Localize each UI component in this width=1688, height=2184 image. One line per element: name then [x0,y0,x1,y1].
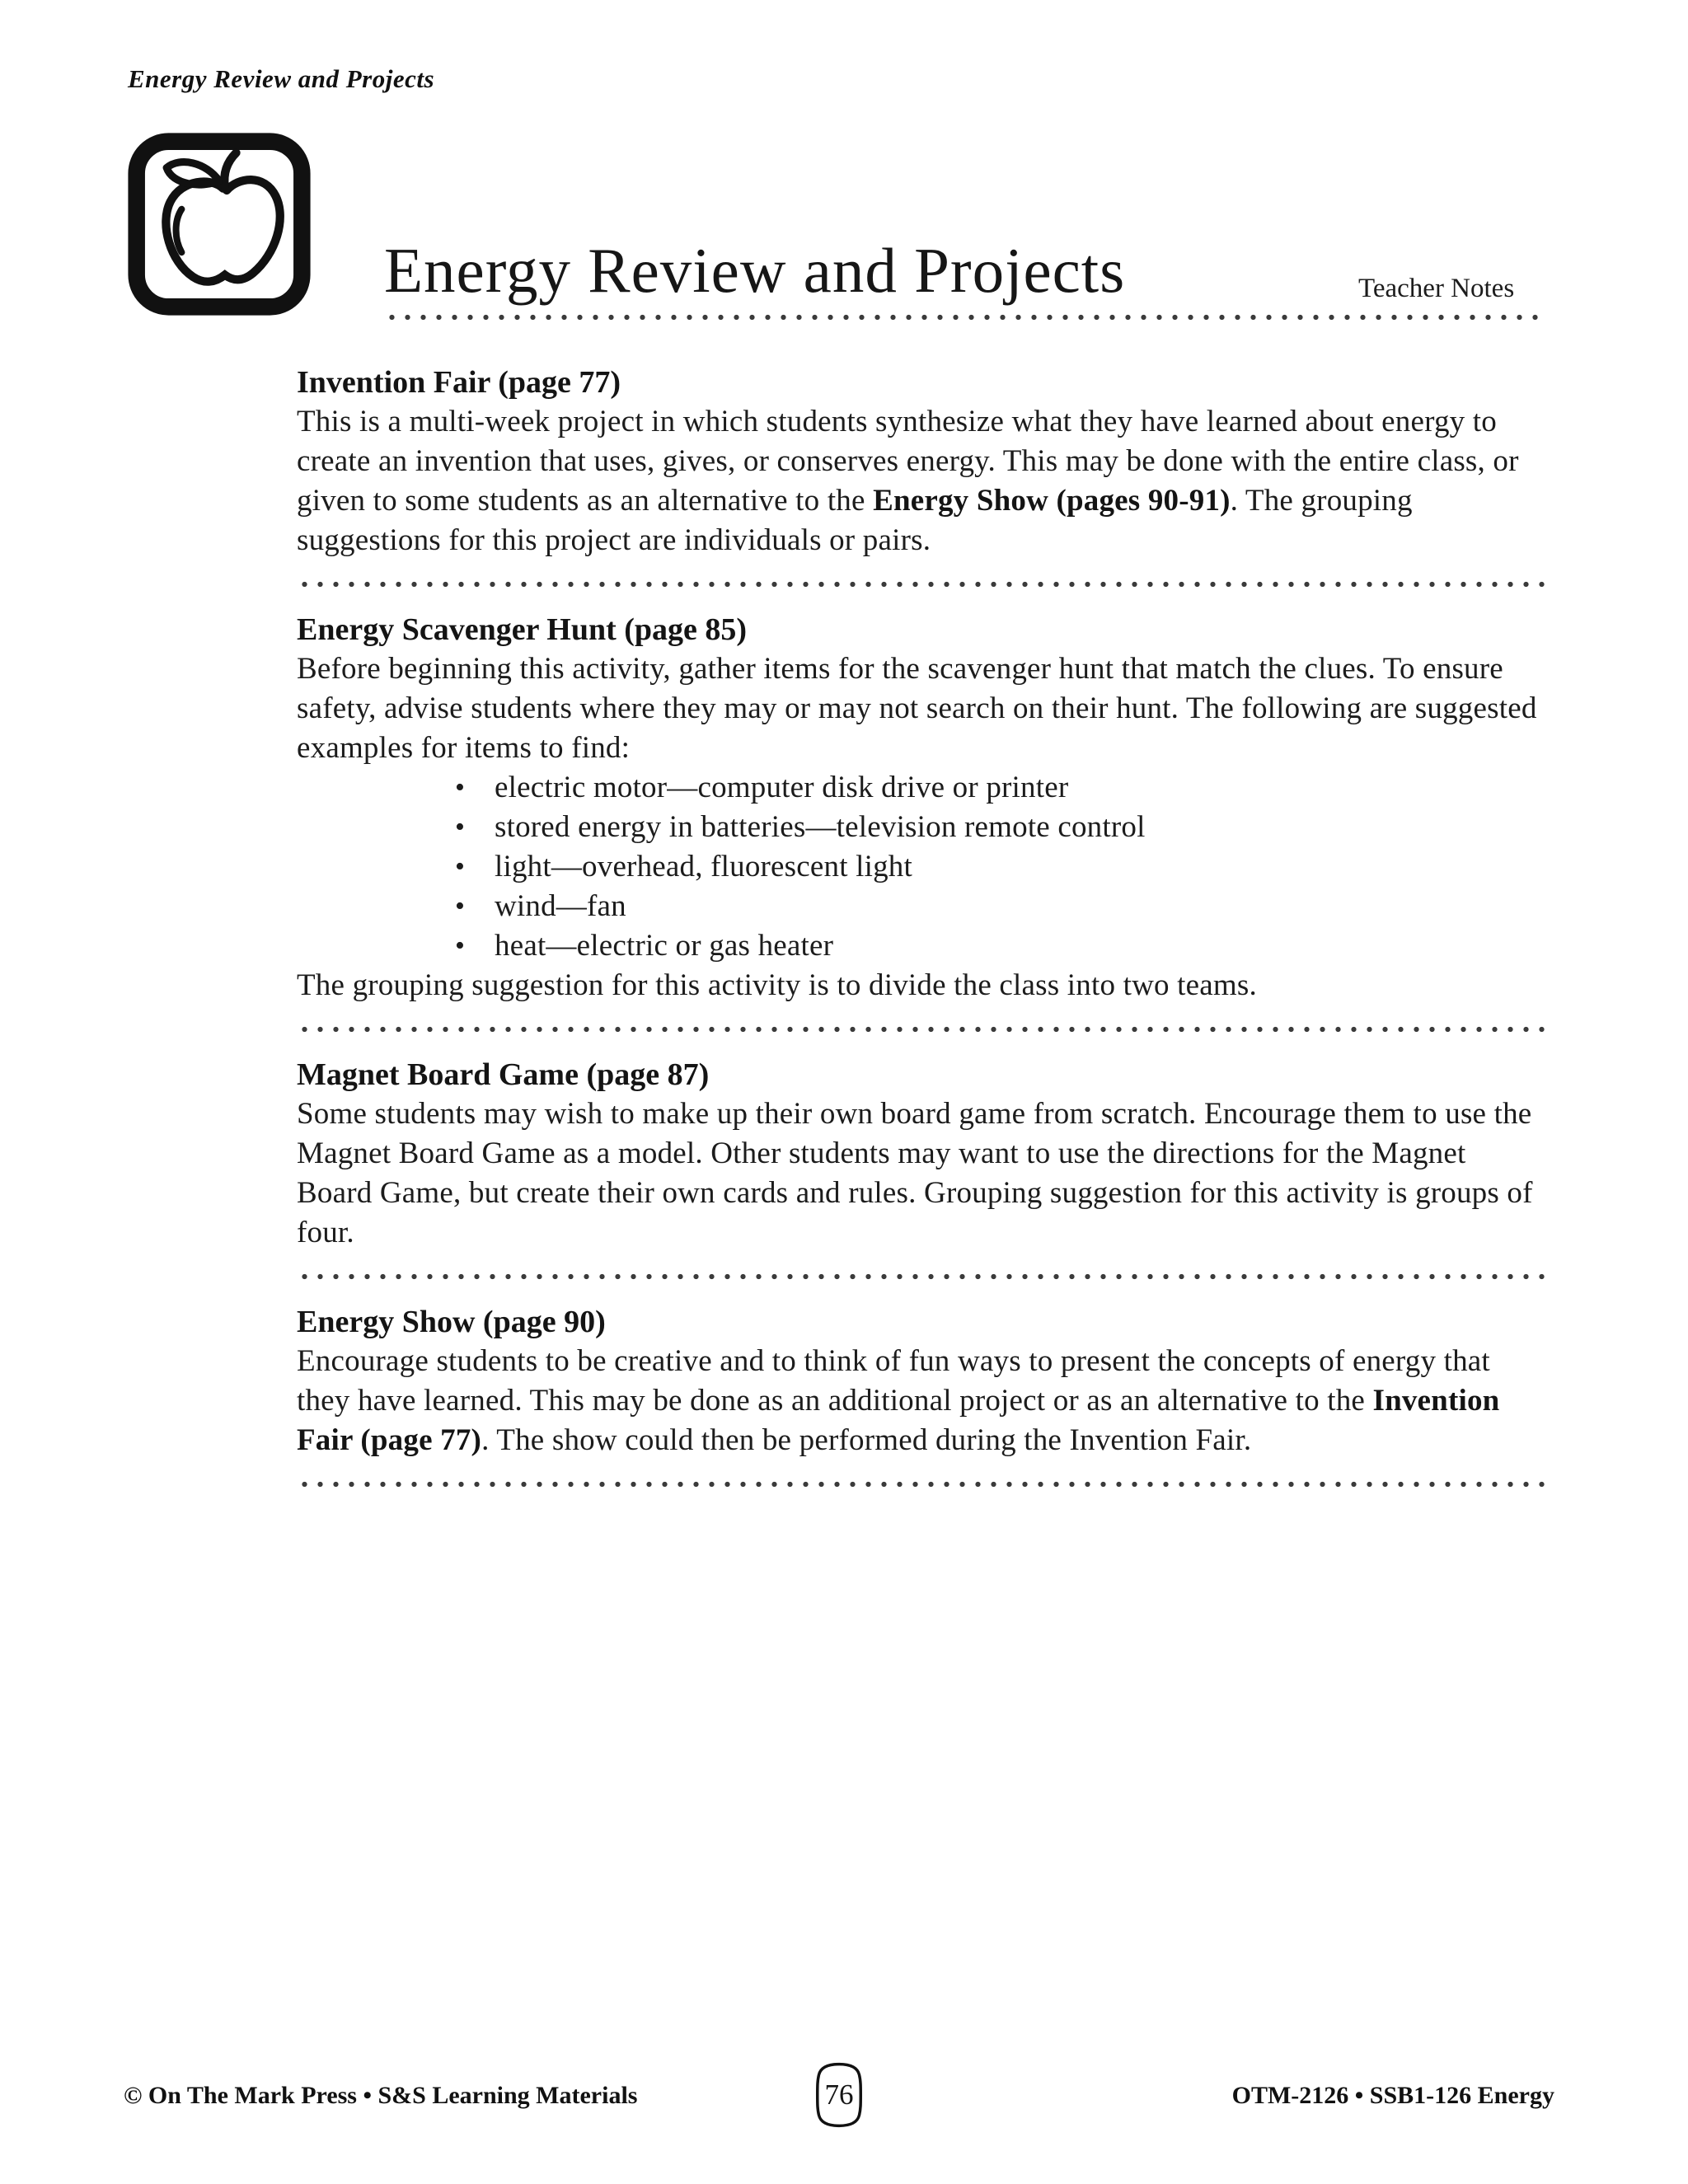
bullet-item [297,847,1546,887]
text-run: This is a multi-week project in which students synthesize what they have learned about energy to create an invention that uses, gives, or conserves energy. This may be done with the entire class, or given to some students as an alternative to the [297,405,1519,518]
text-run: Some students may wish to make up their own board game from scratch. Encourage them to use the Magnet Board Game as a model. Other students may want to use the directions for the Magnet Board Game, but create their own cards and rules. Grouping suggestion for this activity is groups of four. [297,1097,1533,1249]
bullet-text: electric motor—computer disk drive or printer [495,771,1069,804]
section-paragraph [297,649,1546,768]
section-energy-scavenger-hunt [297,610,1546,1005]
section-divider [297,1025,1546,1033]
section-paragraph [297,402,1546,560]
text-run: . The grouping suggestions for this project are individuals or pairs. [297,484,1413,557]
bullet-text: wind—fan [495,889,626,923]
section-heading: Energy Show (page 90) [297,1305,606,1339]
page-number-badge [810,2060,868,2130]
text-run: Before beginning this activity, gather items for the scavenger hunt that match the clues. To ensure safety, advise students where they may or may not search on their hunt. The following are suggested examples for items to find: [297,652,1537,765]
bullet-icon: • [455,930,466,961]
bullet-item [297,768,1546,808]
bullet-text: light—overhead, fluorescent light [495,850,912,883]
section-energy-show [297,1302,1546,1460]
bullet-item [297,926,1546,966]
text-run: Encourage students to be creative and to think of fun ways to present the concepts of energy that they have learned. This may be done as an additional project or as an alternative to the [297,1344,1490,1418]
bullet-icon: • [455,851,466,882]
section-paragraph [297,1342,1546,1460]
scavenger-item-list [297,768,1546,966]
section-magnet-board-game [297,1055,1546,1253]
section-paragraph: The grouping suggestion for this activity is to divide the class into two teams. [297,968,1257,1002]
section-invention-fair [297,363,1546,560]
page-footer [124,2060,1554,2135]
bullet-text: stored energy in batteries—television remote control [495,810,1146,844]
section-heading: Energy Scavenger Hunt (page 85) [297,612,748,647]
section-divider [297,1480,1546,1488]
text-run-bold: Invention Fair (page 77) [297,1384,1500,1457]
bullet-icon: • [455,891,466,921]
bullet-text: heat—electric or gas heater [495,929,834,963]
bullet-item [297,887,1546,926]
bullet-icon: • [455,772,466,803]
footer-code: OTM-2126 • SSB1-126 Energy [1231,2082,1554,2109]
apple-logo-icon [125,130,313,318]
title-dotted-rule [384,313,1548,321]
text-run-bold: Energy Show (pages 90-91) [873,484,1231,518]
page-title: Energy Review and Projects [384,235,1126,306]
running-header: Energy Review and Projects [128,64,435,93]
teacher-notes-label: Teacher Notes [1358,274,1515,303]
content-column [297,363,1546,1510]
section-paragraph [297,1094,1546,1253]
footer-copyright: © On The Mark Press • S&S Learning Materials [124,2082,638,2109]
section-divider [297,580,1546,588]
bullet-item [297,808,1546,847]
page-number: 76 [824,2079,854,2111]
text-run: . The show could then be performed during the Invention Fair. [481,1423,1252,1457]
section-divider [297,1272,1546,1281]
section-heading: Invention Fair (page 77) [297,365,621,400]
bullet-icon: • [455,812,466,842]
section-heading: Magnet Board Game (page 87) [297,1057,710,1092]
